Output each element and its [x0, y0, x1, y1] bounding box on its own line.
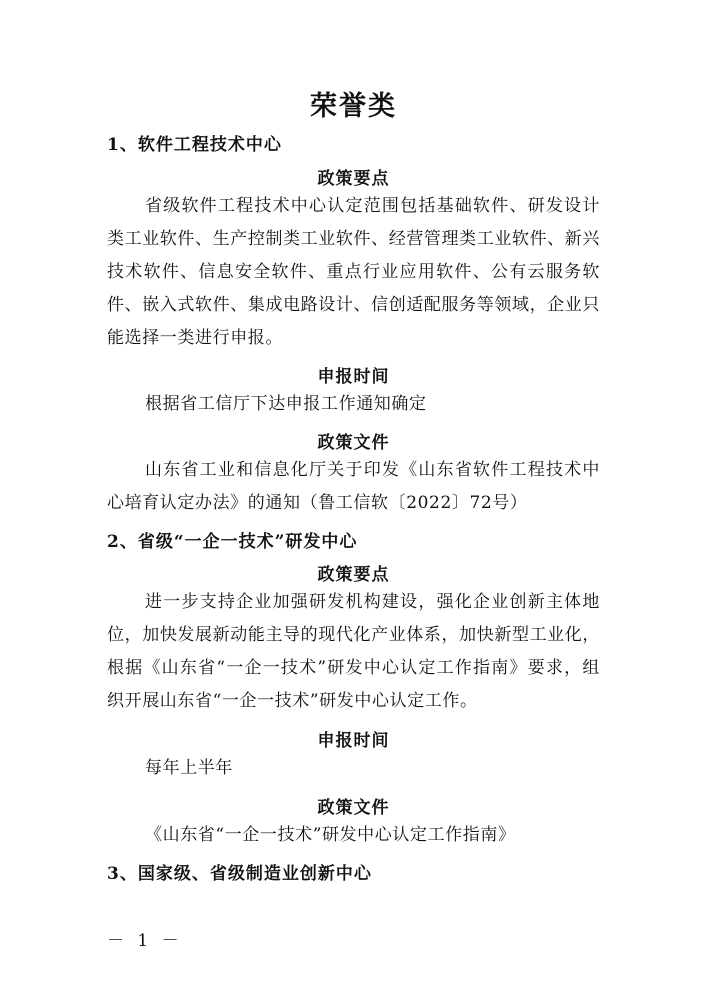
section-2-heading: 2、省级“一企一技术”研发中心: [107, 532, 358, 552]
section-2-apply-time-text: 每年上半年: [145, 758, 233, 778]
section-2-policy-points-text: 进一步支持企业加强研发机构建设，强化企业创新主体地位，加快发展新动能主导的现代化产业体系，加快新型工业化，根据《山东省“一企一技术”研发中心认定工作指南》要求，组织开展山东省“一企一技术”研发中心认定工作。: [107, 592, 600, 711]
section-1-policy-points-text: 省级软件工程技术中心认定范围包括基础软件、研发设计类工业软件、生产控制类工业软件、经营管理类工业软件、新兴技术软件、信息安全软件、重点行业应用软件、公有云服务软件、嵌入式软件、集成电路设计、信创适配服务等领域，企业只能选择一类进行申报。: [107, 196, 600, 348]
document-title: 荣誉类: [310, 91, 397, 122]
section-1-apply-time-label: 申报时间: [317, 367, 390, 387]
section-3-heading: 3、国家级、省级制造业创新中心: [107, 864, 372, 884]
section-1-policy-file-label: 政策文件: [317, 433, 390, 453]
section-1-policy-file-text: 山东省工业和信息化厅关于印发《山东省软件工程技术中心培育认定办法》的通知（鲁工信软〔2022〕72号）: [107, 460, 600, 513]
section-1-heading: 1、软件工程技术中心: [107, 135, 282, 155]
page-number: － 1 －: [107, 931, 183, 951]
section-2-apply-time-label: 申报时间: [317, 731, 390, 751]
section-2-policy-points-label: 政策要点: [317, 565, 390, 585]
section-2-policy-file-label: 政策文件: [317, 798, 390, 818]
section-2-policy-file-text: 《山东省“一企一技术”研发中心认定工作指南》: [145, 825, 516, 845]
section-1-policy-points-label: 政策要点: [317, 169, 390, 189]
section-1-apply-time-text: 根据省工信厅下达申报工作通知确定: [145, 394, 427, 414]
